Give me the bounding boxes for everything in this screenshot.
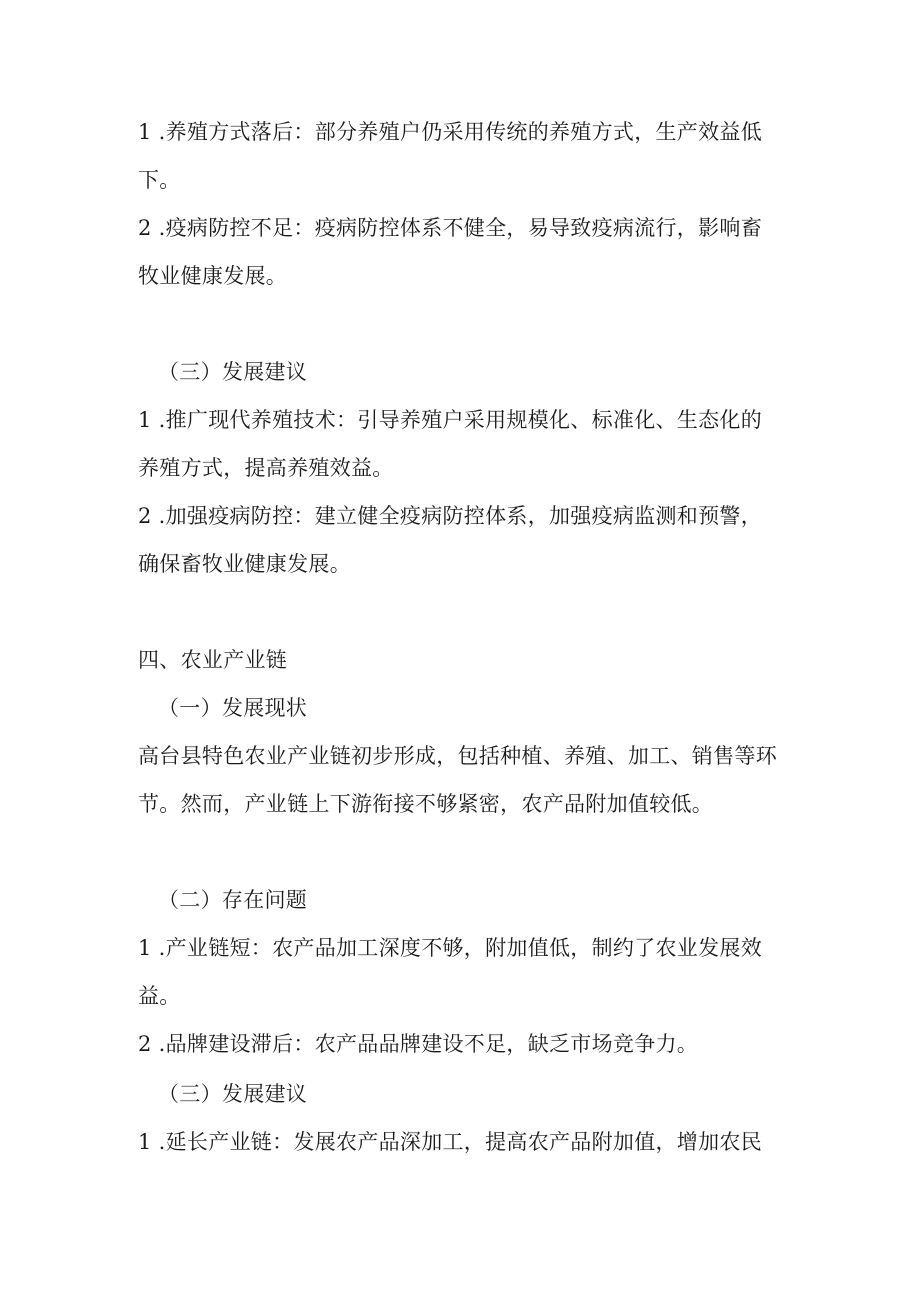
section-heading: （三）发展建议 [158,1082,308,1106]
paragraph-line: 1 .养殖方式落后：部分养殖户仍采用传统的养殖方式，生产效益低 [138,120,763,144]
section-heading: （一）发展现状 [158,696,308,720]
paragraph-line: 确保畜牧业健康发展。 [138,552,351,576]
paragraph-line: 下。 [138,168,181,192]
paragraph-line: 2 .品牌建设滞后：农产品品牌建设不足，缺乏市场竞争力。 [138,1032,699,1056]
section-heading: （三）发展建议 [158,360,308,384]
paragraph-line: 高台县特色农业产业链初步形成，包括种植、养殖、加工、销售等环 [138,744,777,768]
paragraph-line: 1 .产业链短：农产品加工深度不够，附加值低，制约了农业发展效 [138,936,763,960]
paragraph-line: 2 .加强疫病防控：建立健全疫病防控体系，加强疫病监测和预警， [138,504,763,528]
paragraph-line: 1 .延长产业链：发展农产品深加工，提高农产品附加值，增加农民 [138,1130,763,1154]
paragraph-line: 益。 [138,984,181,1008]
paragraph-line: 养殖方式，提高养殖效益。 [138,456,394,480]
chapter-heading: 四、农业产业链 [138,648,288,672]
section-heading: （二）存在问题 [158,888,308,912]
paragraph-line: 1 .推广现代养殖技术：引导养殖户采用规模化、标准化、生态化的 [138,408,763,432]
paragraph-line: 节。然而，产业链上下游衔接不够紧密，农产品附加值较低。 [138,792,714,816]
paragraph-line: 牧业健康发展。 [138,264,288,288]
paragraph-line: 2 .疫病防控不足：疫病防控体系不健全，易导致疫病流行，影响畜 [138,216,763,240]
